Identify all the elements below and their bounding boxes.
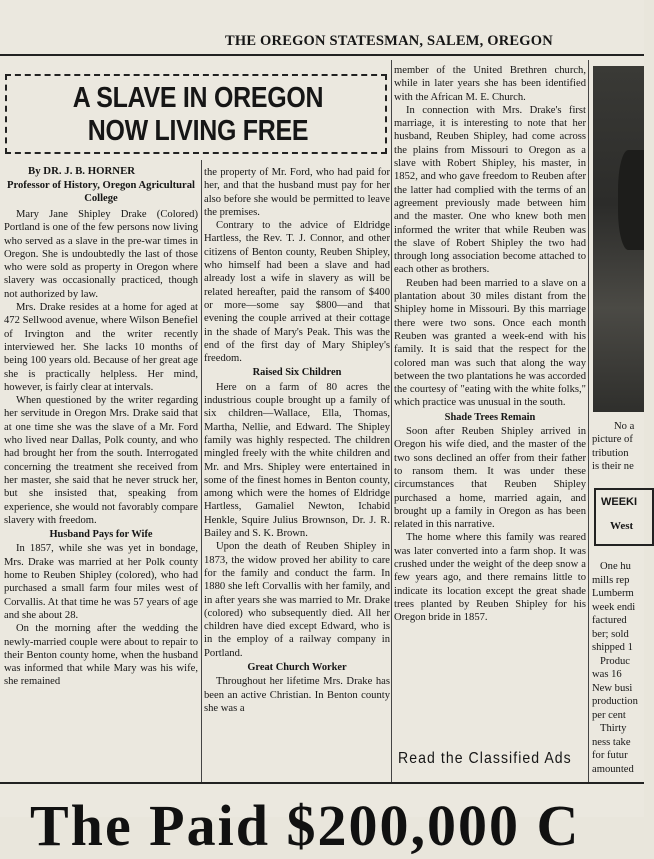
header-rule bbox=[0, 54, 644, 56]
text-line: factured bbox=[592, 615, 627, 626]
text-line: per cent bbox=[592, 709, 626, 721]
paragraph: Mrs. Drake resides at a home for aged at 472 Sellwood avenue, where Wilson Benefiel of Irvington and the writer recently interviewed her. She lacks 10 months of being 100 years old. Because of her great age she is practically helpless. Her mind, however, is fairly clear at intervals. bbox=[4, 302, 198, 393]
paragraph: Throughout her lifetime Mrs. Drake has been an active Christian. In Benton county she was a bbox=[204, 676, 390, 714]
headline-box bbox=[5, 74, 387, 154]
paragraph: the property of Mr. Ford, who had paid for her, and that the husband must pay for her also before she would be permitted to leave the premises. bbox=[204, 167, 390, 218]
column-divider bbox=[588, 60, 589, 782]
caption-line: is their ne bbox=[592, 460, 634, 472]
paragraph: Contrary to the advice of Eldridge Hartless, the Rev. T. J. Connor, and other citizens of Benton county, Reuben Shipley, who himself had been a slave and had already lost a wife in slavery as will be related hereafter, paid the ransom of $400 or more—some say $800—and that evening the couple arrived at their cottage in the shade of Mary's Peak. This was the end of the first day of Mary Shipley's freedom. bbox=[204, 220, 390, 365]
weekly-title: WEEKI bbox=[601, 496, 638, 508]
text-line: Produc bbox=[600, 655, 631, 667]
column-divider bbox=[391, 60, 392, 782]
subheading: Husband Pays for Wife bbox=[49, 529, 153, 541]
right-column-text bbox=[592, 560, 644, 776]
paragraph: In 1857, while she was yet in bondage, Mrs. Drake was married at her Polk county home to Reuben Shipley (colored), who had purchased a small farm four miles west of Corvallis. At that time he was 57 years of age and she about 28. bbox=[4, 543, 198, 621]
text-line: for futur bbox=[592, 750, 628, 761]
paragraph: Reuben had been married to a slave on a plantation about 30 miles distant from the Shipley home in Missouri. By this marriage there were two sons. Once each month Reuben was granted a week-end with his family. It is said that the respect for the colored man was such that along the way between the two plantations he was accorded the courtesy of "eating with the white folks," which practice was unusual in the south. bbox=[394, 277, 586, 409]
headline bbox=[34, 82, 363, 148]
bottom-advertisement-heading: The Paid $200,000 C bbox=[30, 793, 581, 858]
paragraph: Soon after Reuben Shipley arrived in Oregon his wife died, and the master of the two sons declined an offer from their father to ransom them. It was under these circumstances that Reuben Shipley purchased a home, married again, and brought up a family in Oregon as has been related in this narrative. bbox=[394, 426, 586, 531]
text-line: New busi bbox=[592, 682, 633, 694]
article-column-1 bbox=[4, 208, 198, 689]
paragraph: The home where this family was reared was later converted into a farm shop. It was crushed under the weight of the deep snow a few years ago, and there remains little to indicate its location except the great shade trees planted by Reuben Shipley for his Oregon bride in 1857. bbox=[394, 532, 586, 624]
article-column-3 bbox=[394, 64, 586, 624]
text-line: amounted bbox=[592, 763, 634, 775]
headline-line-2: NOW LIVING FREE bbox=[87, 115, 309, 147]
bottom-rule bbox=[0, 782, 644, 784]
text-line: shipped 1 bbox=[592, 642, 633, 653]
article-column-2 bbox=[204, 166, 390, 715]
paragraph: In connection with Mrs. Drake's first marriage, it is interesting to note that her husband, Reuben Shipley, had come across the plains from Missouri to Oregon as a slave with Robert Shipley, his master, in 1852, and who gave freedom to Reuben after the latter had complied with the terms of an agreement previously made between him and the master. One who knew both men informed the writer that while Reuben was the slave of Robert Shipley the two had through long association become attached to each other as brothers. bbox=[394, 104, 586, 276]
byline: By DR. J. B. HORNER bbox=[28, 165, 136, 177]
text-line: Lumberm bbox=[592, 588, 634, 599]
masthead: THE OREGON STATESMAN, SALEM, OREGON bbox=[225, 33, 553, 49]
column-divider bbox=[201, 160, 202, 782]
subheading: Great Church Worker bbox=[247, 661, 347, 673]
text-line: Thirty bbox=[600, 723, 627, 734]
text-line: ness take bbox=[592, 736, 631, 748]
portrait-figure bbox=[618, 150, 644, 250]
caption-line: tribution bbox=[592, 447, 629, 459]
caption-line: picture of bbox=[592, 434, 633, 446]
paragraph: Here on a farm of 80 acres the industrious couple brought up a family of six children—Wallace, Ella, Thomas, Martha, Nellie, and Edward. The Shipley family was highly respected. The children mingled freely with the white children and Mr. and Mrs. Shipley were entertained in some of the finest homes in Benton county, among which were the homes of Eldridge Hartless, Gamaliel Newton, Ichabid Henkle, Squire Julius Brownson, Dr. J. R. Bailey and S. K. Brown. bbox=[204, 381, 390, 540]
text-line: ber; sold bbox=[592, 628, 629, 640]
text-line: week endi bbox=[592, 601, 636, 613]
author-title: Professor of History, Oregon Agricultural College bbox=[6, 180, 196, 204]
caption-line: No a bbox=[614, 421, 635, 432]
paragraph: Mary Jane Shipley Drake (Colored) Portland is one of the few persons now living who served as a slave in the pre-war times in Oregon. She is undoubtedly the last of those who were sold as property in Oregon where slavery was occasionally practiced, though not authorized by law. bbox=[4, 209, 198, 300]
subheading: Shade Trees Remain bbox=[444, 411, 536, 423]
subheading: Raised Six Children bbox=[252, 367, 342, 379]
photo-caption bbox=[592, 420, 644, 473]
paragraph: member of the United Brethren church, while in later years she has been identified with the African M. E. Church. bbox=[394, 65, 586, 103]
text-line: mills rep bbox=[592, 574, 630, 586]
text-line: production bbox=[592, 696, 638, 707]
paragraph: When questioned by the writer regarding her servitude in Oregon Mrs. Drake said that at one time she was the slave of a Mr. Ford who lived near Dallas, Polk county, and who had brought her from the south. Interrogated concerning the treatment she received from her master, she said that he never struck her, but she insisted that, speaking from experience, she would not favorably compare slavery with freedom. bbox=[4, 395, 198, 526]
classified-ads-banner: Read the Classified Ads bbox=[398, 750, 572, 767]
text-line: was 16 bbox=[592, 669, 622, 680]
paragraph: Upon the death of Reuben Shipley in 1873, the widow proved her ability to care for the family and conduct the farm. In 1880 she left Corvallis with her family, and in after years she was married to Mr. Drake (colored) who subsequently died. All her children have died except Edward, who is in the employ of a railway company in Portland. bbox=[204, 541, 390, 659]
weekly-subtitle: West bbox=[610, 520, 634, 532]
text-line: One hu bbox=[600, 561, 631, 572]
headline-line-1: A SLAVE IN OREGON bbox=[72, 82, 324, 114]
paragraph: On the morning after the wedding the newly-married couple were about to repair to their Benton county home, when the husband was informed that while Mary was his wife, she remained bbox=[4, 623, 198, 688]
